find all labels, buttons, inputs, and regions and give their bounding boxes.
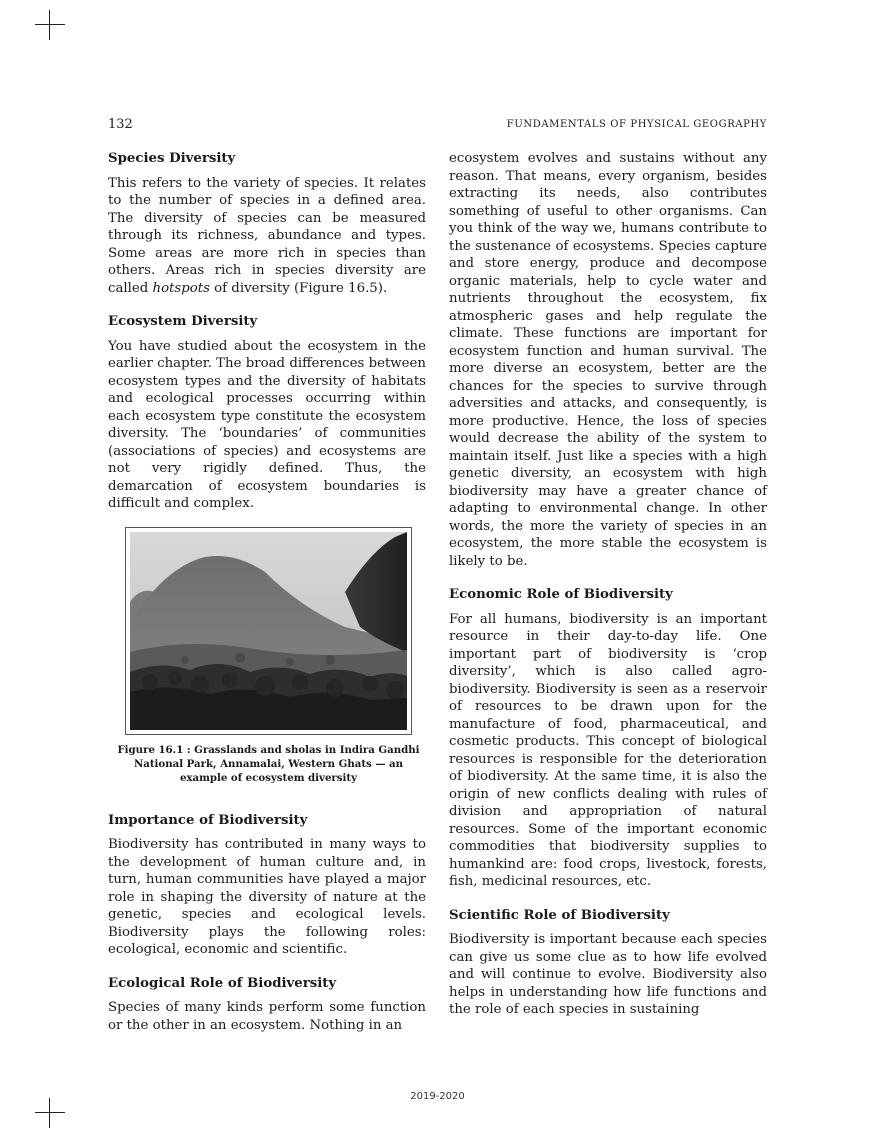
crop-mark-bottom-left — [35, 1098, 65, 1128]
ecological-role-heading: Ecological Role of Biodiversity — [108, 975, 337, 991]
economic-role-heading: Economic Role of Biodiversity — [449, 587, 673, 602]
economic-role-text: For all humans, biodiversity is an important resource in their day-to-day life. One important part of biodiversity is ‘crop diversity’, which is also called agro-biodiversity. Biodiversity is seen as a reservoir of resources to be drawn upon for the manufacture of food, pharmaceutical, and cosmetic products. This concept of biological resources is responsible for the deterioration of biodiversity. At the same time, it is also the origin of new conflicts dealing with rules of division and appropriation of natural resources. Some of the important economic commodities that biodiversity supplies to humankind are: food crops, livestock, forests, fish, medicinal resources, etc. — [449, 611, 767, 889]
species-diversity-text: This refers to the variety of species. It relates to the number of species in a defined area. The diversity of species can be measured through its richness, abundance and types. Some areas are more rich in species than others. Areas rich in species diversity are called hotspots of diversity (Figure 16.5). — [108, 175, 426, 296]
left-column — [108, 150, 426, 1034]
importance-text: Biodiversity has contributed in many ways to the development of human culture and, in turn, human communities have played a major role in shaping the diversity of nature at the genetic, species and ecological levels. Biodiversity plays the following roles: ecological, economic and scientific. — [108, 837, 426, 957]
ecological-role-continued-text: ecosystem evolves and sustains without any reason. That means, every organism, besides extracting its needs, also contributes something of useful to other organisms. Can you think of the way we, humans contribute to the sustenance of ecosystems. Species capture and store energy, produce and decompose organic materials, help to cycle water and nutrients throughout the ecosystem, fix atmospheric gases and help regulate the climate. These functions are important for ecosystem function and human survival. The more diverse an ecosystem, better are the chances for the species to survive through adversities and attacks, and consequently, is more productive. Hence, the loss of species would decrease the ability of the system to maintain itself. Just like a species with a high genetic diversity, an ecosystem with high biodiversity may have a greater chance of adapting to environmental change. In other words, the more the variety of species in an ecosystem, the more stable the ecosystem is likely to be. — [449, 151, 767, 569]
figure-caption: Figure 16.1 : Grasslands and sholas in Indira Gandhi National Park, Annamalai, Western Ghats — an example of ecosystem diversity — [117, 743, 420, 784]
scientific-role-text: Biodiversity is important because each species can give us some clue as to how life evolved and will continue to evolve. Biodiversity also helps in understanding how life functions and the role of each species in sustaining — [449, 932, 767, 1017]
grassland-hills-photo — [130, 532, 407, 730]
species-diversity-heading: Species Diversity — [108, 151, 236, 166]
figure-16-1 — [117, 527, 420, 785]
ecological-role-text: Species of many kinds perform some function or the other in an ecosystem. Nothing in an — [108, 1000, 426, 1033]
hotspots-term: hotspots — [152, 280, 210, 296]
importance-heading: Importance of Biodiversity — [108, 812, 308, 828]
page-number: 132 — [108, 117, 133, 132]
crop-mark-top-left — [35, 10, 65, 40]
ecosystem-diversity-heading: Ecosystem Diversity — [108, 314, 258, 329]
footer-year: 2019-2020 — [410, 1091, 465, 1102]
ecosystem-diversity-text: You have studied about the ecosystem in the earlier chapter. The broad differences between ecosystem types and the diversity of habitats and ecological processes occurring within each ecosystem type constitute the ecosystem diversity. The ‘boundaries’ of communities (associations of species) and ecosystems are not very rigidly defined. Thus, the demarcation of ecosystem boundaries is difficult and complex. — [108, 338, 426, 511]
scientific-role-heading: Scientific Role of Biodiversity — [449, 907, 670, 923]
photo-frame — [125, 527, 412, 735]
right-column — [449, 150, 767, 1019]
running-head: FUNDAMENTALS OF PHYSICAL GEOGRAPHY — [506, 119, 767, 130]
